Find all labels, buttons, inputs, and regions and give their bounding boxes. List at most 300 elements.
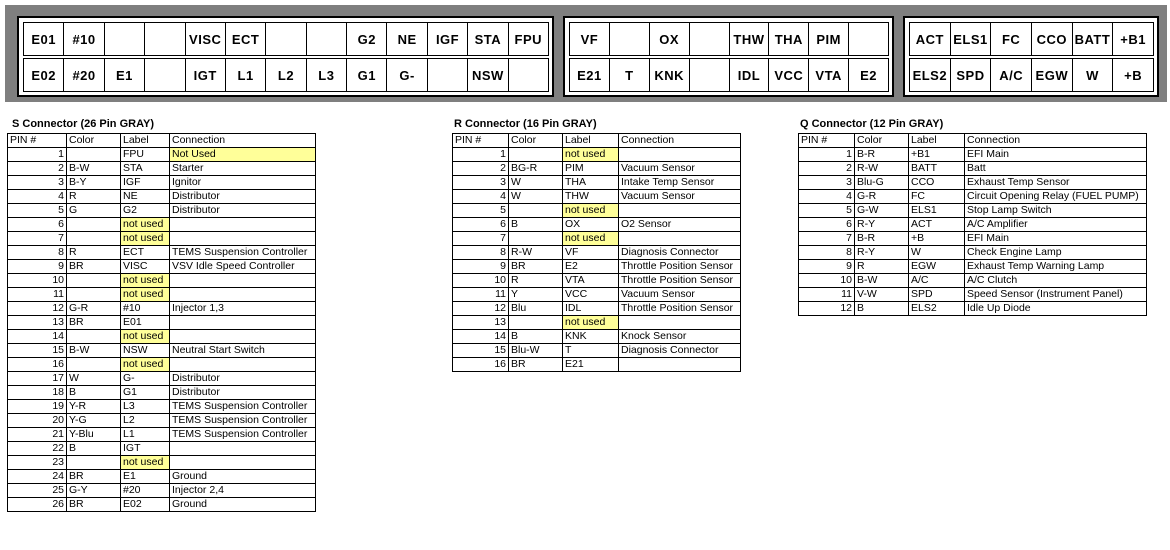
connection-cell: Intake Temp Sensor [619,176,741,190]
connection-cell [170,358,316,372]
pin-number-cell: 1 [799,148,855,162]
pin-label-cell: E1 [121,470,170,484]
pin-label-cell: G1 [121,386,170,400]
connection-cell: Stop Lamp Switch [965,204,1147,218]
wire-color-cell: G-R [855,190,909,204]
pin-empty [104,22,145,56]
connection-cell: TEMS Suspension Controller [170,414,316,428]
pin-label-cell: E01 [121,316,170,330]
column-header: PIN # [453,134,509,148]
wire-color-cell: Blu-G [855,176,909,190]
pin-number-cell: 22 [8,442,67,456]
pin-number-cell: 1 [453,148,509,162]
pin-number-cell: 8 [453,246,509,260]
connection-cell: EFI Main [965,148,1147,162]
pin-e01: E01 [23,22,64,56]
connection-cell [170,442,316,456]
pin-number-cell: 6 [8,218,67,232]
pin-number-cell: 11 [799,288,855,302]
wire-color-cell: G-W [855,204,909,218]
pin-label-cell: not used [563,316,619,330]
pin-label-cell: A/C [909,274,965,288]
pin-empty [689,58,730,92]
pin-ac: A/C [990,58,1032,92]
table-row [453,260,741,274]
pin-label-cell: T [563,344,619,358]
pin-20: #20 [63,58,104,92]
connection-cell: Throttle Position Sensor [619,274,741,288]
wire-color-cell: G [67,204,121,218]
pin-number-cell: 7 [799,232,855,246]
table-row [8,274,316,288]
pin-empty [508,58,549,92]
wire-color-cell: Y-R [67,400,121,414]
connection-cell [170,288,316,302]
connection-cell [170,218,316,232]
column-header: Color [509,134,563,148]
r-connector-title: R Connector (16 Pin GRAY) [454,118,597,130]
pin-number-cell: 5 [799,204,855,218]
table-row [8,442,316,456]
table-row [799,232,1147,246]
table-row [8,330,316,344]
table-row [453,344,741,358]
pin-w: W [1072,58,1114,92]
connection-cell [619,232,741,246]
pin-number-cell: 16 [453,358,509,372]
pin-number-cell: 7 [453,232,509,246]
pin-vcc: VCC [768,58,809,92]
pin-label-cell: IGF [121,176,170,190]
pin-egw: EGW [1031,58,1073,92]
table-row [8,232,316,246]
pin-label-cell: not used [121,358,170,372]
pin-number-cell: 4 [799,190,855,204]
wire-color-cell [509,148,563,162]
wire-color-cell: W [509,190,563,204]
table-row [799,302,1147,316]
pin-number-cell: 12 [799,302,855,316]
pin-number-cell: 5 [8,204,67,218]
pin-empty [265,22,306,56]
connection-cell: A/C Amplifier [965,218,1147,232]
wire-color-cell [67,274,121,288]
connection-cell: Exhaust Temp Warning Lamp [965,260,1147,274]
connection-cell: Diagnosis Connector [619,246,741,260]
table-row [8,218,316,232]
pin-number-cell: 4 [8,190,67,204]
connection-cell: Distributor [170,372,316,386]
pin-label-cell: FPU [121,148,170,162]
pin-label-cell: E21 [563,358,619,372]
table-row [799,218,1147,232]
pin-number-cell: 14 [453,330,509,344]
table-row [8,162,316,176]
table-row [8,176,316,190]
pin-number-cell: 9 [453,260,509,274]
pin-visc: VISC [185,22,226,56]
pin-l3: L3 [306,58,347,92]
column-header: Color [855,134,909,148]
pin-number-cell: 10 [799,274,855,288]
connection-cell [170,330,316,344]
pin-label-cell: THA [563,176,619,190]
column-header: Label [121,134,170,148]
wire-color-cell: BR [67,260,121,274]
pin-b: +B [1112,58,1154,92]
pin-number-cell: 12 [8,302,67,316]
table-row [8,190,316,204]
table-row [453,274,741,288]
pin-label-cell: #10 [121,302,170,316]
connection-cell: Diagnosis Connector [619,344,741,358]
connector-strip [5,5,1167,102]
wire-color-cell [67,148,121,162]
pin-empty [689,22,730,56]
pin-number-cell: 7 [8,232,67,246]
wire-color-cell [67,456,121,470]
pin-label-cell: THW [563,190,619,204]
pin-e21: E21 [569,58,610,92]
pin-igf: IGF [427,22,468,56]
connection-cell: Ground [170,498,316,512]
pin-els1: ELS1 [950,22,992,56]
connection-cell: Ignitor [170,176,316,190]
table-row [799,162,1147,176]
connection-cell: Idle Up Diode [965,302,1147,316]
wire-color-cell: R-Y [855,246,909,260]
pin-pim: PIM [808,22,849,56]
column-header: Label [909,134,965,148]
table-row [799,260,1147,274]
pin-number-cell: 9 [799,260,855,274]
wire-color-cell: B [67,442,121,456]
connection-cell: Check Engine Lamp [965,246,1147,260]
pin-number-cell: 9 [8,260,67,274]
pin-empty [144,22,185,56]
column-header: Connection [965,134,1147,148]
connection-cell: Starter [170,162,316,176]
table-row [453,288,741,302]
pin-label-cell: not used [563,204,619,218]
pin-batt: BATT [1072,22,1114,56]
wire-color-cell: B [855,302,909,316]
table-row [453,246,741,260]
table-row [8,470,316,484]
pin-e2: E2 [848,58,889,92]
pin-label-cell: E02 [121,498,170,512]
connection-cell: VSV Idle Speed Controller [170,260,316,274]
connection-cell: Batt [965,162,1147,176]
table-row [8,456,316,470]
pin-number-cell: 3 [799,176,855,190]
pin-number-cell: 4 [453,190,509,204]
column-header: Label [563,134,619,148]
pin-label-cell: not used [563,232,619,246]
pin-ect: ECT [225,22,266,56]
pin-number-cell: 11 [8,288,67,302]
table-row [453,330,741,344]
pin-label-cell: EGW [909,260,965,274]
pin-number-cell: 16 [8,358,67,372]
pin-number-cell: 6 [453,218,509,232]
pin-label-cell: not used [121,288,170,302]
pin-number-cell: 8 [8,246,67,260]
connection-cell [619,316,741,330]
wire-color-cell [67,232,121,246]
table-row [8,344,316,358]
pin-number-cell: 8 [799,246,855,260]
wire-color-cell: BR [509,358,563,372]
pin-g2: G2 [346,22,387,56]
wire-color-cell: Blu-W [509,344,563,358]
pin-label-cell: #20 [121,484,170,498]
connection-cell: Vacuum Sensor [619,190,741,204]
pin-label-cell: BATT [909,162,965,176]
s-connector-block [17,16,554,97]
s-connector-table [7,133,316,512]
pin-number-cell: 24 [8,470,67,484]
pin-number-cell: 17 [8,372,67,386]
pin-label-cell: L2 [121,414,170,428]
pin-number-cell: 3 [453,176,509,190]
pin-tha: THA [768,22,809,56]
table-row [799,288,1147,302]
wire-color-cell [509,316,563,330]
pin-number-cell: 14 [8,330,67,344]
connection-cell: TEMS Suspension Controller [170,428,316,442]
pin-number-cell: 23 [8,456,67,470]
table-row [8,484,316,498]
wire-color-cell: BR [67,470,121,484]
pin-l2: L2 [265,58,306,92]
table-row [453,302,741,316]
pin-number-cell: 1 [8,148,67,162]
wire-color-cell: Y-Blu [67,428,121,442]
pin-g1: G1 [346,58,387,92]
pin-number-cell: 10 [453,274,509,288]
wire-color-cell: B [509,218,563,232]
connection-cell: EFI Main [965,232,1147,246]
table-row [453,176,741,190]
pin-label-cell: ELS1 [909,204,965,218]
wire-color-cell: B-Y [67,176,121,190]
pin-number-cell: 13 [8,316,67,330]
table-row [8,358,316,372]
pin-empty [848,22,889,56]
connection-cell [170,316,316,330]
pin-number-cell: 15 [8,344,67,358]
pin-igt: IGT [185,58,226,92]
connection-cell: Neutral Start Switch [170,344,316,358]
pin-ne: NE [386,22,427,56]
pin-vf: VF [569,22,610,56]
pin-idl: IDL [729,58,770,92]
pin-label-cell: not used [121,218,170,232]
pin-label-cell: NE [121,190,170,204]
q-connector-title: Q Connector (12 Pin GRAY) [800,118,944,130]
connection-cell: Throttle Position Sensor [619,260,741,274]
connection-cell: Vacuum Sensor [619,162,741,176]
pin-label-cell: +B1 [909,148,965,162]
pin-knk: KNK [649,58,690,92]
connection-cell: Distributor [170,204,316,218]
connection-cell [619,148,741,162]
pin-nsw: NSW [467,58,508,92]
column-header: Connection [619,134,741,148]
pin-number-cell: 26 [8,498,67,512]
pin-ox: OX [649,22,690,56]
wire-color-cell: R-W [855,162,909,176]
wire-color-cell: B [509,330,563,344]
wire-color-cell: V-W [855,288,909,302]
connection-cell: Injector 2,4 [170,484,316,498]
column-header: Color [67,134,121,148]
wire-color-cell: G-Y [67,484,121,498]
wire-color-cell: G-R [67,302,121,316]
table-row [8,498,316,512]
wire-color-cell [509,204,563,218]
pin-number-cell: 19 [8,400,67,414]
table-row [8,148,316,162]
r-connector-block [563,16,894,97]
table-row [453,218,741,232]
table-row [8,246,316,260]
table-row [799,204,1147,218]
connection-cell: O2 Sensor [619,218,741,232]
connection-cell [619,358,741,372]
wire-color-cell: B [67,386,121,400]
pin-vta: VTA [808,58,849,92]
connection-cell [170,274,316,288]
pin-number-cell: 13 [453,316,509,330]
wire-color-cell: B-R [855,232,909,246]
pin-label-cell: not used [121,274,170,288]
column-header: PIN # [799,134,855,148]
connection-cell [619,204,741,218]
wire-color-cell: B-R [855,148,909,162]
pin-fc: FC [990,22,1032,56]
wire-color-cell: W [509,176,563,190]
table-row [8,204,316,218]
connection-cell: Knock Sensor [619,330,741,344]
pin-label-cell: L3 [121,400,170,414]
pin-fpu: FPU [508,22,549,56]
table-row [453,204,741,218]
pin-number-cell: 11 [453,288,509,302]
connection-cell: TEMS Suspension Controller [170,246,316,260]
connection-cell [170,456,316,470]
wire-color-cell: B-W [855,274,909,288]
pin-empty [306,22,347,56]
table-row [453,162,741,176]
pin-label-cell: IGT [121,442,170,456]
pin-label-cell: VISC [121,260,170,274]
pin-number-cell: 20 [8,414,67,428]
pin-els2: ELS2 [909,58,951,92]
pin-10: #10 [63,22,104,56]
table-header-row [453,134,741,148]
pin-empty [427,58,468,92]
pin-label-cell: W [909,246,965,260]
connection-cell: Exhaust Temp Sensor [965,176,1147,190]
pin-label-cell: ELS2 [909,302,965,316]
pin-number-cell: 6 [799,218,855,232]
pin-label-cell: not used [121,456,170,470]
q-connector-block [903,16,1159,97]
pin-empty [609,22,650,56]
table-row [453,232,741,246]
table-row [799,176,1147,190]
connection-cell: Injector 1,3 [170,302,316,316]
pin-label-cell: G2 [121,204,170,218]
wire-color-cell: R-Y [855,218,909,232]
r-connector-table [452,133,741,372]
pin-label-cell: VTA [563,274,619,288]
pin-number-cell: 21 [8,428,67,442]
table-row [453,316,741,330]
pin-label-cell: L1 [121,428,170,442]
connection-cell: Speed Sensor (Instrument Panel) [965,288,1147,302]
wire-color-cell: BR [67,316,121,330]
pin-b1: +B1 [1112,22,1154,56]
table-row [8,288,316,302]
pin-cco: CCO [1031,22,1073,56]
pin-label-cell: ACT [909,218,965,232]
pin-label-cell: ECT [121,246,170,260]
wire-color-cell: Y [509,288,563,302]
column-header: Connection [170,134,316,148]
wire-color-cell [67,330,121,344]
wire-color-cell: Blu [509,302,563,316]
table-row [8,260,316,274]
pin-number-cell: 3 [8,176,67,190]
table-row [799,246,1147,260]
pin-e02: E02 [23,58,64,92]
pin-label-cell: not used [563,148,619,162]
connection-cell [170,232,316,246]
q-connector-table [798,133,1147,316]
pin-label-cell: E2 [563,260,619,274]
wire-color-cell [67,218,121,232]
table-row [8,400,316,414]
connection-cell: Ground [170,470,316,484]
pin-number-cell: 2 [8,162,67,176]
table-row [799,148,1147,162]
pin-number-cell: 10 [8,274,67,288]
pin-number-cell: 12 [453,302,509,316]
wire-color-cell: R-W [509,246,563,260]
table-row [453,190,741,204]
wire-color-cell: B-W [67,344,121,358]
pin-label-cell: CCO [909,176,965,190]
pin-sta: STA [467,22,508,56]
pin-number-cell: 25 [8,484,67,498]
pin-number-cell: 2 [453,162,509,176]
wire-color-cell [67,358,121,372]
pin-number-cell: 15 [453,344,509,358]
pin-label-cell: SPD [909,288,965,302]
table-row [8,414,316,428]
connection-cell: Throttle Position Sensor [619,302,741,316]
pin-label-cell: IDL [563,302,619,316]
wire-color-cell: R [855,260,909,274]
pin-label-cell: not used [121,330,170,344]
pin-label-cell: STA [121,162,170,176]
pin-label-cell: FC [909,190,965,204]
pin-label-cell: +B [909,232,965,246]
pin-label-cell: not used [121,232,170,246]
